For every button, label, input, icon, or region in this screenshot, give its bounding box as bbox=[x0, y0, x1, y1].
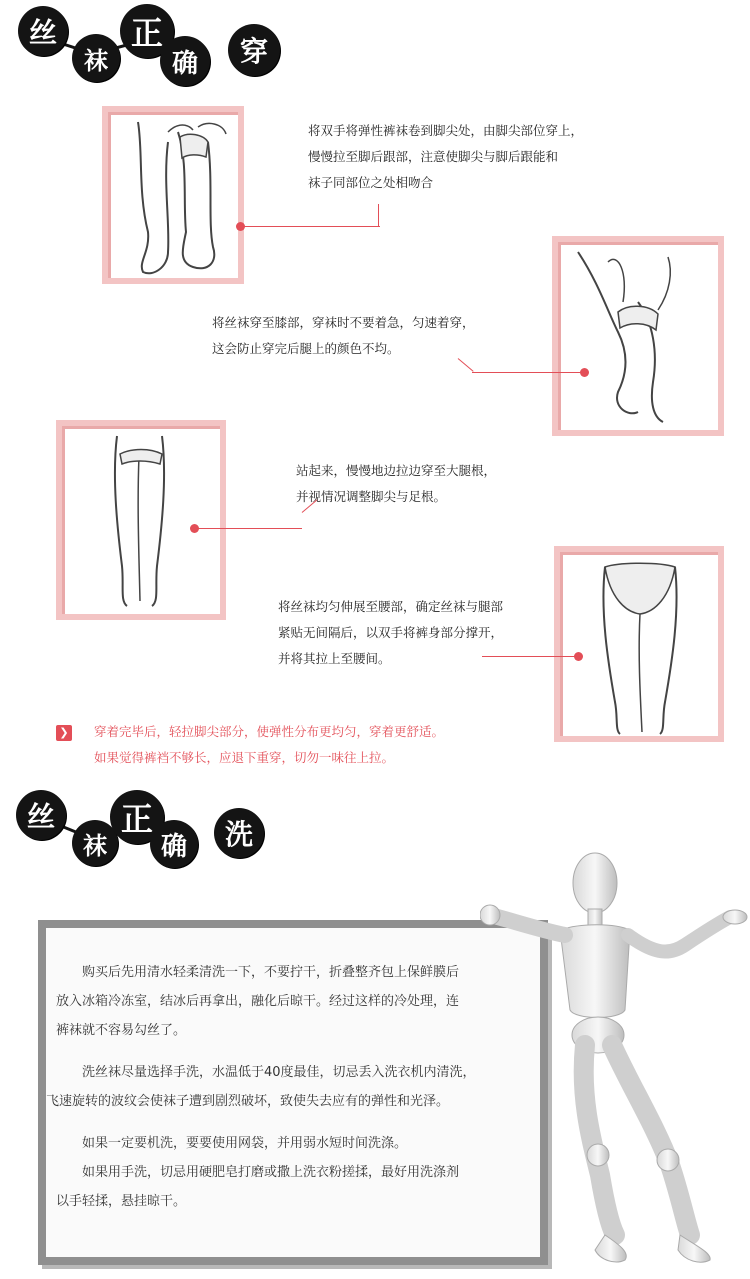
title-char: 穿 bbox=[228, 24, 280, 76]
step-1-leader-line bbox=[244, 226, 380, 227]
title-char: 正 bbox=[110, 790, 164, 844]
wash-instructions-text: 购买后先用清水轻柔清洗一下，不要拧干，折叠整齐包上保鲜膜后 放入冰箱冷冻室，结冰后再拿出，融化后晾干。经过这样的冷处理，连 裤袜就不容易勾丝了。 洗丝袜尽量选择手洗，水温低于40度最佳，切忌丢入洗衣机内清洗， 飞速旋转的波纹会使袜子遭到剧烈破坏，致使失去应有的弹性和光泽。 如果一定要机洗，要要使用网袋，并用弱水短时间洗涤。 如果用手洗，切忌用硬肥皂打磨或撒上洗衣粉搓揉，最好用洗涤剂 以手轻揉，悬挂晾干。 bbox=[46, 965, 476, 1209]
title-char: 正 bbox=[120, 4, 174, 58]
knee-sock-illustration bbox=[558, 242, 718, 430]
step-3-illustration bbox=[56, 420, 226, 620]
step-2-illustration bbox=[552, 236, 724, 436]
step-2-leader-line bbox=[472, 372, 582, 373]
title-char: 洗 bbox=[214, 808, 264, 858]
step-3-text: 站起来，慢慢地边拉边穿至大腿根， 并视情况调整脚尖与足根。 bbox=[296, 463, 497, 504]
step-1-text: 将双手将弹性裤袜卷到脚尖处，由脚尖部位穿上， 慢慢拉至脚后跟部，注意使脚尖与脚后跟能和 袜子同部位之处相吻合 bbox=[308, 123, 584, 190]
thigh-sock-illustration bbox=[62, 426, 220, 614]
tip-text: 穿着完毕后，轻拉脚尖部分，使弹性分布更均匀，穿着更舒适。 如果觉得裤裆不够长，应退下重穿，切勿一味往上拉。 bbox=[94, 724, 445, 765]
step-3-leader-line bbox=[198, 528, 302, 529]
title-char: 丝 bbox=[16, 790, 66, 840]
feet-sock-illustration bbox=[108, 112, 238, 278]
title-char: 袜 bbox=[72, 820, 118, 866]
step-2-text: 将丝袜穿至膝部，穿袜时不要着急，匀速着穿， 这会防止穿完后腿上的颜色不均。 bbox=[212, 315, 475, 356]
arrow-right-icon: ❯ bbox=[56, 725, 72, 741]
step-4-text: 将丝袜均匀伸展至腰部，确定丝袜与腿部 紧贴无间隔后，以双手将裤身部分撑开， 并将其拉上至腰间。 bbox=[278, 599, 504, 666]
waist-illustration bbox=[560, 552, 718, 736]
title-char: 丝 bbox=[18, 6, 68, 56]
step-1-leader-line bbox=[378, 204, 379, 227]
step-4-illustration bbox=[554, 546, 724, 742]
title-char: 袜 bbox=[72, 34, 120, 82]
title-char: 确 bbox=[150, 820, 198, 868]
step-1-illustration bbox=[102, 106, 244, 284]
title-char: 确 bbox=[160, 36, 210, 86]
